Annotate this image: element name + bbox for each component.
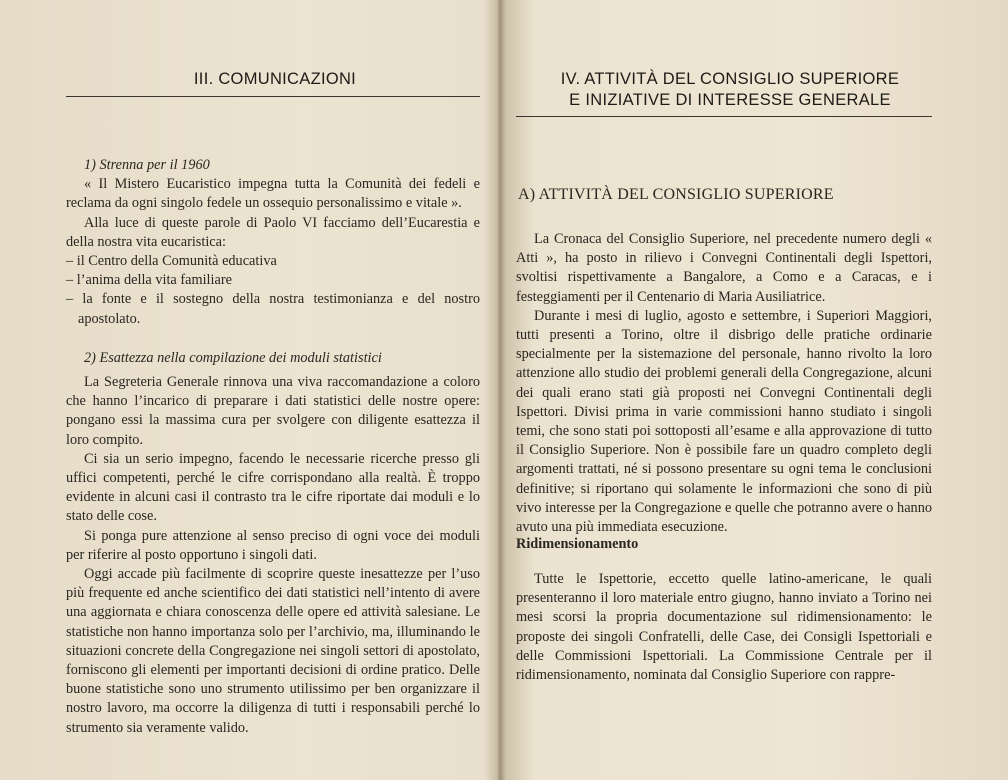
section-title-rule [516, 116, 932, 117]
item2-paragraph: Si ponga pure attenzione al senso preciso di ogni voce dei moduli per riferire al posto opportuno i singoli dati. [66, 527, 480, 563]
left-page [0, 0, 496, 780]
right-text-block-rid [516, 570, 932, 685]
right-text-block-a [516, 230, 932, 537]
section-title-attivita-line1: IV. ATTIVITÀ DEL CONSIGLIO SUPERIORE [560, 70, 900, 88]
list-item: – la fonte e il sostegno della nostra testimonianza e del nostro apostolato. [66, 290, 480, 328]
item1-paragraph: « Il Mistero Eucaristico impegna tutta la Comunità dei fedeli e reclama da ogni singolo fedele un ossequio personalissimo e vitale ». [66, 176, 480, 212]
subsection-a-heading: A) ATTIVITÀ DEL CONSIGLIO SUPERIORE [518, 186, 834, 203]
paragraph-a: La Cronaca del Consiglio Superiore, nel precedente numero degli « Atti », ha posto in rilievo i Convegni Continentali degli Ispettori, svoltisi rispettivamente a Bangalore, a Como e a Caracas, e i festeggiamenti per il Centenario di Maria Ausiliatrice. [516, 231, 932, 305]
item2-heading: 2) Esattezza nella compilazione dei moduli statistici [84, 349, 382, 366]
section-title-attivita-line2: E INIZIATIVE DI INTERESSE GENERALE [569, 91, 891, 109]
list-item: – il Centro della Comunità educativa [66, 252, 480, 271]
item2-paragraph: Ci sia un serio impegno, facendo le necessarie ricerche presso gli uffici competenti, perché le cifre corrispondano alla realtà. È troppo evidente in alcuni casi il contrasto tra le cifre riportate dai moduli e lo stato delle cose. [66, 450, 480, 525]
section-title-rule [66, 96, 480, 97]
item1-heading: 1) Strenna per il 1960 [84, 157, 210, 173]
list-item: – l’anima della vita familiare [66, 271, 480, 290]
ridimensionamento-heading: Ridimensionamento [516, 536, 639, 552]
item2-paragraph: La Segreteria Generale rinnova una viva raccomandazione a coloro che hanno l’incarico di preparare i dati statistici delle nostre opere: pongano essi la massima cura per svolgere con diligente esattezza il loro compito. [66, 374, 480, 448]
section-title-comunicazioni: III. COMUNICAZIONI [193, 70, 357, 88]
item1-list [66, 252, 480, 329]
item1-paragraph: Alla luce di queste parole di Paolo VI facciamo dell’Eucarestia e della nostra vita eucaristica: [66, 214, 480, 250]
left-text-block [66, 156, 480, 738]
paragraph-a: Durante i mesi di luglio, agosto e settembre, i Superiori Maggiori, tutti presenti a Torino, oltre il disbrigo delle pratiche ordinarie specialmente per la sistemazione del personale, hanno rivolto la loro attenzione allo studio dei problemi generali della Congregazione, alcuni dei quali erano stati già proposti nei Convegni Continentali degli Ispettori. Divisi prima in varie commissioni hanno studiato i singoli temi, che sono stati poi sottoposti all’esame e alla approvazione di tutto il Consiglio Superiore. Non è possibile fare un quadro completo degli argomenti trattati, né si possono presentare su ogni tema le conclusioni definitive; si riportano qui solamente le informazioni che sono di più vivo interesse per la Congregazione e quelle che potranno avere o hanno avuto una più immediata esecuzione. [516, 307, 932, 536]
paragraph-rid: Tutte le Ispettorie, eccetto quelle latino-americane, le quali presenteranno il loro materiale entro giugno, hanno inviato a Torino nei mesi scorsi la propria documentazione sul ridimensionamento: le proposte dei singoli Confratelli, delle Case, dei Consigli Ispettoriali e delle Commissioni Ispettoriali. La Commissione Centrale per il ridimensionamento, nominata dal Consiglio Superiore con rappre- [516, 571, 932, 684]
right-page [500, 0, 1008, 780]
item2-paragraph: Oggi accade più facilmente di scoprire queste inesattezze per l’uso più frequente ed anche scientifico dei dati statistici nell’intento di avere una aggiornata e chiara conoscenza delle opere ed attività salesiane. Le statistiche non hanno importanza solo per l’archivio, ma, illuminando le situazioni concrete della Congregazione nei singoli settori di apostolato, forniscono gli elementi per importanti decisioni di ordine pratico. Delle buone statistiche sono uno strumento utilissimo per ben organizzare il nostro lavoro, ma occorre la diligenza di tutti i responsabili perché lo strumento sia veramente valido. [66, 566, 480, 736]
